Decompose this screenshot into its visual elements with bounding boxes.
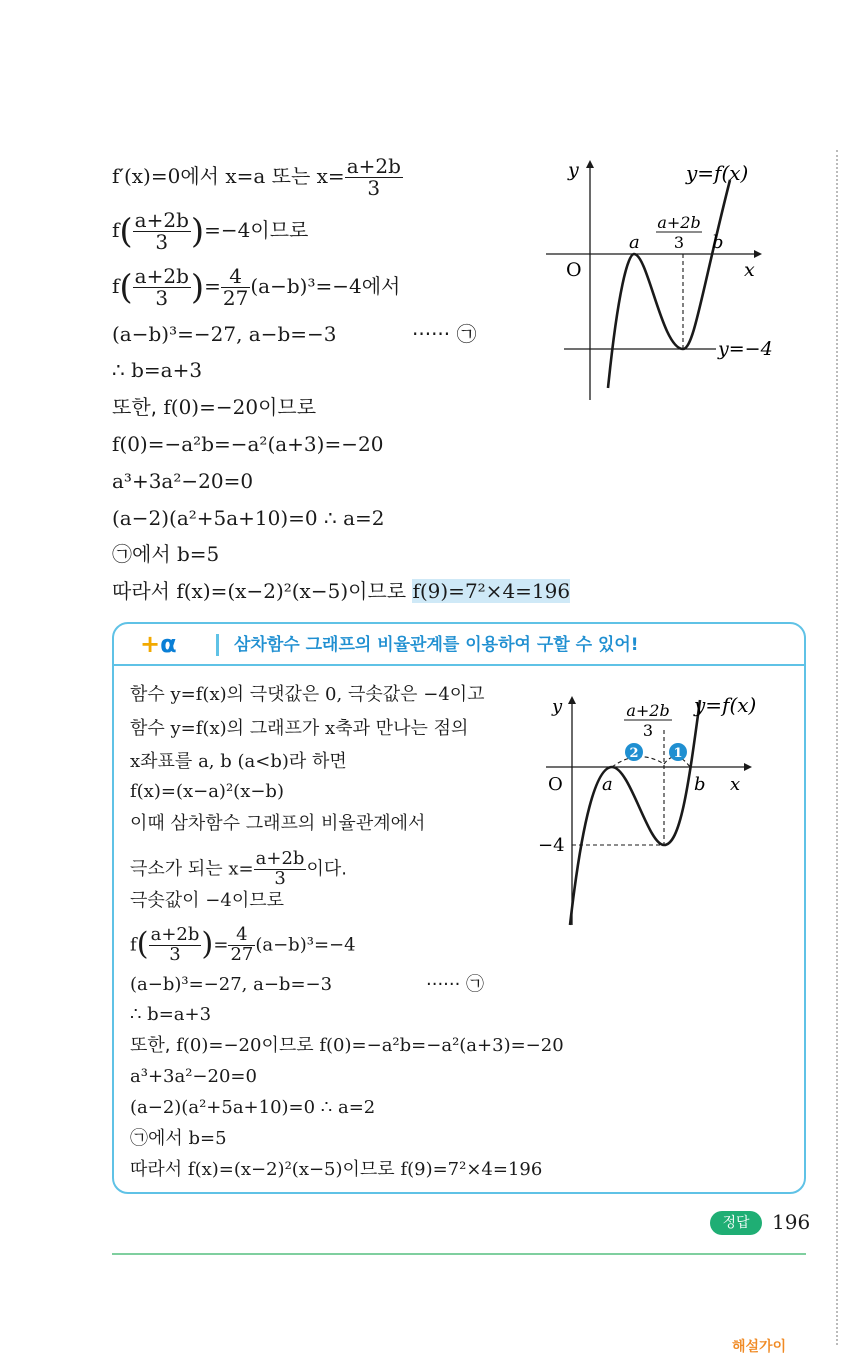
math-text: a, b (a<b) [198, 751, 289, 772]
math-text: (a−b)³=−4 [255, 934, 356, 956]
korean-text: 또한, [112, 395, 157, 419]
corner-label: 해설가이 [732, 1339, 787, 1355]
math-text: (a−2)(a²+5a+10)=0 ∴ a=2 [112, 506, 385, 530]
math-text: y=f(x) [170, 684, 227, 705]
fraction [254, 850, 307, 889]
solution-line-8 [112, 467, 253, 495]
point-b-label: b [694, 774, 706, 795]
korean-text: 에서 [148, 1128, 183, 1149]
fraction [133, 210, 191, 253]
math-text: (a−b)³=−27, a−b=−3 [112, 322, 337, 346]
curve-label: y=f(x) [686, 161, 749, 185]
math-text: x [130, 751, 141, 772]
tip-line-1 [130, 682, 485, 708]
fraction-numerator: 4 [221, 266, 250, 288]
y-axis-label: y [568, 159, 579, 181]
answer-badge: 정답 [710, 1211, 762, 1235]
math-text: f(9)=7²×4=196 [400, 1159, 543, 1180]
korean-text: 의 그래프가 [226, 718, 320, 739]
fraction-denominator: 3 [169, 943, 181, 965]
tip-line-2 [130, 716, 468, 742]
page-number: 196 [772, 1210, 811, 1234]
math-text: −4 [205, 890, 232, 911]
math-text: f(0)=−20 [176, 1035, 262, 1056]
korean-text: 이므로 [342, 1159, 395, 1180]
tip-box-title: 삼차함수 그래프의 비율관계를 이용하여 구할 수 있어! [234, 635, 639, 655]
solution-line-6 [112, 393, 316, 421]
tip-line-14 [130, 1126, 227, 1152]
equation-label: ㉠ [130, 1128, 148, 1149]
cubic-curve [570, 700, 700, 925]
fraction-denominator: 3 [155, 230, 169, 254]
korean-text: 축과 만나는 점의 [335, 718, 469, 739]
tip-line-10 [130, 1002, 211, 1028]
korean-text: 의 극댓값은 [226, 684, 320, 705]
math-text: 0, [325, 684, 343, 705]
solution-line-11 [112, 577, 570, 605]
solution-line-9 [112, 504, 385, 532]
mid-fraction-denominator: 3 [642, 721, 654, 740]
fraction-denominator: 27 [230, 943, 254, 965]
point-a-label: a [602, 774, 613, 795]
math-text: (a−b)³=−4 [250, 274, 362, 298]
korean-text: 함수 [130, 684, 165, 705]
math-text: b=5 [188, 1128, 227, 1149]
margin-dotted-line [836, 150, 838, 1345]
minus4-line-label: y=−4 [718, 338, 773, 360]
final-answer: f(9)=7²×4=196 [412, 579, 571, 603]
fraction-numerator: a+2b [134, 264, 189, 288]
fraction [133, 266, 191, 309]
ratio-1-text: 1 [673, 746, 683, 761]
korean-text: 극솟값은 [347, 684, 418, 705]
header-separator [216, 634, 219, 656]
math-text: f(x)=(x−a)²(x−b) [130, 781, 284, 802]
korean-text: 또한, [130, 1035, 171, 1056]
math-text: f(0)=−20 [163, 395, 259, 419]
korean-text: 또는 [271, 164, 311, 188]
graph-cubic-tip [530, 686, 800, 936]
mid-fraction-numerator: a+2b [626, 701, 670, 720]
korean-text: 이고 [449, 684, 485, 705]
fraction [149, 926, 202, 965]
korean-text: 에서 [132, 542, 171, 566]
tip-line-12 [130, 1064, 257, 1090]
tip-line-5 [130, 811, 425, 837]
math-text: f′(x)=0 [112, 164, 181, 188]
korean-text: 좌표를 [140, 751, 193, 772]
equation-label: ······ ㉠ [426, 974, 485, 995]
mid-fraction-numerator: a+2b [657, 213, 701, 232]
point-b-label: b [712, 232, 724, 253]
korean-text: 이므로 [261, 1035, 314, 1056]
math-text: (a−b)³=−27, a−b=−3 [130, 974, 333, 995]
fraction-numerator: a+2b [134, 208, 189, 232]
fraction [345, 156, 403, 199]
ratio-2-text: 2 [629, 746, 639, 761]
tip-line-15 [130, 1157, 542, 1183]
fraction-numerator: a+2b [150, 924, 200, 945]
solution-line-10 [112, 540, 219, 568]
origin-label: O [566, 259, 582, 281]
math-text: b=5 [177, 542, 220, 566]
math-text: f(0)=−a²b=−a²(a+3)=−20 [319, 1035, 564, 1056]
korean-text: 에서 [361, 274, 401, 298]
tip-line-7 [130, 888, 284, 914]
solution-line-4 [112, 320, 337, 348]
tip-line-3 [130, 749, 347, 775]
math-text: x=a [225, 164, 266, 188]
x-axis-label: x [744, 259, 755, 281]
korean-text: 함수 [130, 718, 165, 739]
korean-text: 이므로 [258, 395, 317, 419]
point-a-label: a [629, 232, 640, 253]
tip-line-8: f( $\frac{a+2b}{3}$ )= $\frac{4}{27}$ (a−b)³=−4 [130, 924, 356, 965]
math-text: a³+3a²−20=0 [130, 1066, 257, 1087]
y-axis-label: y [552, 696, 563, 717]
solution-line-1 [112, 156, 403, 199]
tip-line-6 [130, 850, 347, 889]
fraction-numerator: a+2b [255, 848, 305, 869]
math-text: −4 [423, 684, 450, 705]
math-text: f(x)=(x−2)²(x−5) [176, 579, 349, 603]
korean-text: 따라서 [112, 579, 170, 603]
tip-line-13 [130, 1095, 375, 1121]
fraction [221, 266, 250, 309]
fraction-numerator: a+2b [346, 154, 401, 178]
cubic-curve [608, 180, 730, 388]
solution-line-7 [112, 430, 383, 458]
math-text: x= [228, 858, 254, 880]
solution-line-2: f( $\frac{a+2b}{3}$ )=−4이므로 [112, 208, 309, 254]
equation-label: ······ ㉠ [412, 322, 477, 346]
korean-text: 이다. [306, 858, 347, 880]
origin-label: O [548, 774, 563, 795]
plus-alpha-icon: +α [140, 630, 177, 658]
solution-line-3: f( $\frac{a+2b}{3}$ )= $\frac{4}{27}$ (a−b)³=−4에서 [112, 264, 401, 310]
mid-fraction-denominator: 3 [673, 233, 685, 252]
math-text: =−4 [204, 218, 251, 242]
equation-label: ㉠ [112, 542, 132, 566]
korean-text: 극소가 되는 [130, 858, 223, 880]
fraction [228, 926, 255, 965]
math-text: a³+3a²−20=0 [112, 469, 254, 493]
graph-cubic-main [540, 150, 800, 410]
x-axis-label: x [730, 774, 741, 795]
math-text: x [325, 718, 336, 739]
equation-marker [412, 320, 477, 348]
tip-line-4 [130, 779, 284, 805]
math-text: f(0)=−a²b=−a²(a+3)=−20 [112, 432, 384, 456]
fraction-denominator: 3 [155, 286, 169, 310]
korean-text: 따라서 [130, 1159, 183, 1180]
tip-equation-marker [426, 972, 484, 998]
korean-text: 이므로 [348, 579, 407, 603]
korean-text: 에서 [180, 164, 219, 188]
tip-line-9 [130, 972, 332, 998]
korean-text: 라 하면 [288, 751, 347, 772]
math-text: x= [316, 164, 345, 188]
korean-text: 이므로 [250, 218, 309, 242]
solution-line-5 [112, 356, 202, 384]
footer-divider [112, 1253, 806, 1255]
fraction-denominator: 27 [222, 286, 249, 310]
korean-text: 이때 삼차함수 그래프의 비율관계에서 [130, 813, 426, 834]
curve-label: y=f(x) [694, 693, 757, 717]
fraction-numerator: 4 [228, 926, 255, 946]
korean-text: 이므로 [231, 890, 285, 911]
korean-text: 극솟값이 [130, 890, 200, 911]
tip-line-11 [130, 1033, 564, 1059]
math-text: ∴ b=a+3 [112, 358, 203, 382]
math-text: (a−2)(a²+5a+10)=0 ∴ a=2 [130, 1097, 376, 1118]
minus4-label: −4 [538, 835, 565, 856]
fraction-denominator: 3 [367, 176, 381, 200]
math-text: f(x)=(x−2)²(x−5) [187, 1159, 343, 1180]
math-text: y=f(x) [170, 718, 227, 739]
math-text: ∴ b=a+3 [130, 1004, 212, 1025]
fraction-denominator: 3 [274, 867, 286, 889]
